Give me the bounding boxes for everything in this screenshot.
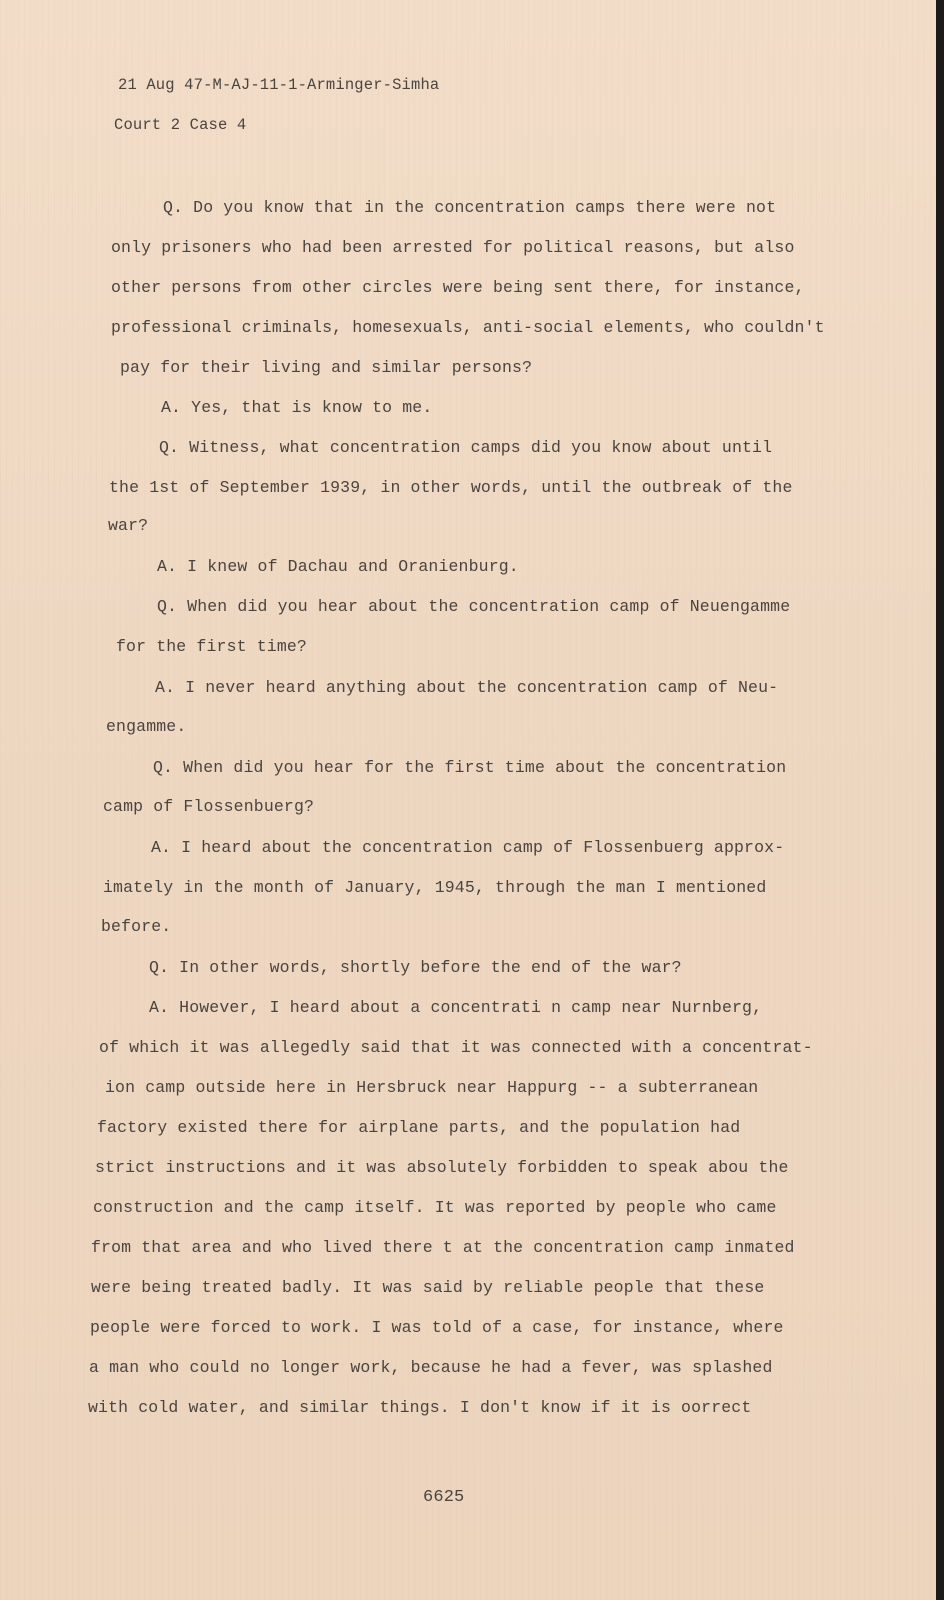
text-line: people were forced to work. I was told of a case, for instance, where [90,1318,784,1337]
text-line: pay for their living and similar persons? [120,358,533,377]
text-line: A. I never heard anything about the concentration camp of Neu- [155,678,779,697]
text-line: strict instructions and it was absolutely forbidden to speak abou the [95,1158,789,1177]
text-line: only prisoners who had been arrested for political reasons, but also [111,238,795,257]
text-line: war? [108,516,149,535]
text-line: Q. When did you hear about the concentration camp of Neuengamme [157,597,791,616]
text-line: were being treated badly. It was said by reliable people that these [91,1278,765,1297]
page-number: 6625 [423,1488,465,1507]
text-line: camp of Flossenbuerg? [103,797,315,816]
text-line: a man who could no longer work, because he had a fever, was splashed [89,1358,773,1377]
text-line: the 1st of September 1939, in other words, until the outbreak of the [109,478,793,497]
text-line: other persons from other circles were being sent there, for instance, [111,278,805,297]
header-court: Court 2 Case 4 [114,116,247,134]
text-line: Q. In other words, shortly before the end of the war? [149,958,682,977]
text-line: A. However, I heard about a concentrati n camp near Nurnberg, [149,998,763,1017]
text-line: professional criminals, homesexuals, anti-social elements, who couldn't [111,318,825,337]
text-line: of which it was allegedly said that it was connected with a concentrat- [99,1038,813,1057]
text-line: A. I heard about the concentration camp of Flossenbuerg approx- [151,838,785,857]
page-edge [936,0,944,1600]
text-line: A. I knew of Dachau and Oranienburg. [157,557,519,576]
text-line: from that area and who lived there t at the concentration camp inmated [91,1238,795,1257]
text-line: Q. Do you know that in the concentration camps there were not [163,198,777,217]
text-line: construction and the camp itself. It was reported by people who came [93,1198,777,1217]
text-line: with cold water, and similar things. I don't know if it is oorrect [88,1398,752,1417]
text-line: imately in the month of January, 1945, through the man I mentioned [103,878,767,897]
text-line: before. [101,917,172,936]
text-line: Q. Witness, what concentration camps did you know about until [159,438,773,457]
text-line: engamme. [106,717,187,736]
text-line: A. Yes, that is know to me. [161,398,433,417]
header-reference: 21 Aug 47-M-AJ-11-1-Arminger-Simha [118,76,440,94]
text-line: Q. When did you hear for the first time about the concentration [153,758,787,777]
text-line: factory existed there for airplane parts, and the population had [97,1118,741,1137]
text-line: for the first time? [116,637,307,656]
text-line: ion camp outside here in Hersbruck near Happurg -- a subterranean [105,1078,759,1097]
